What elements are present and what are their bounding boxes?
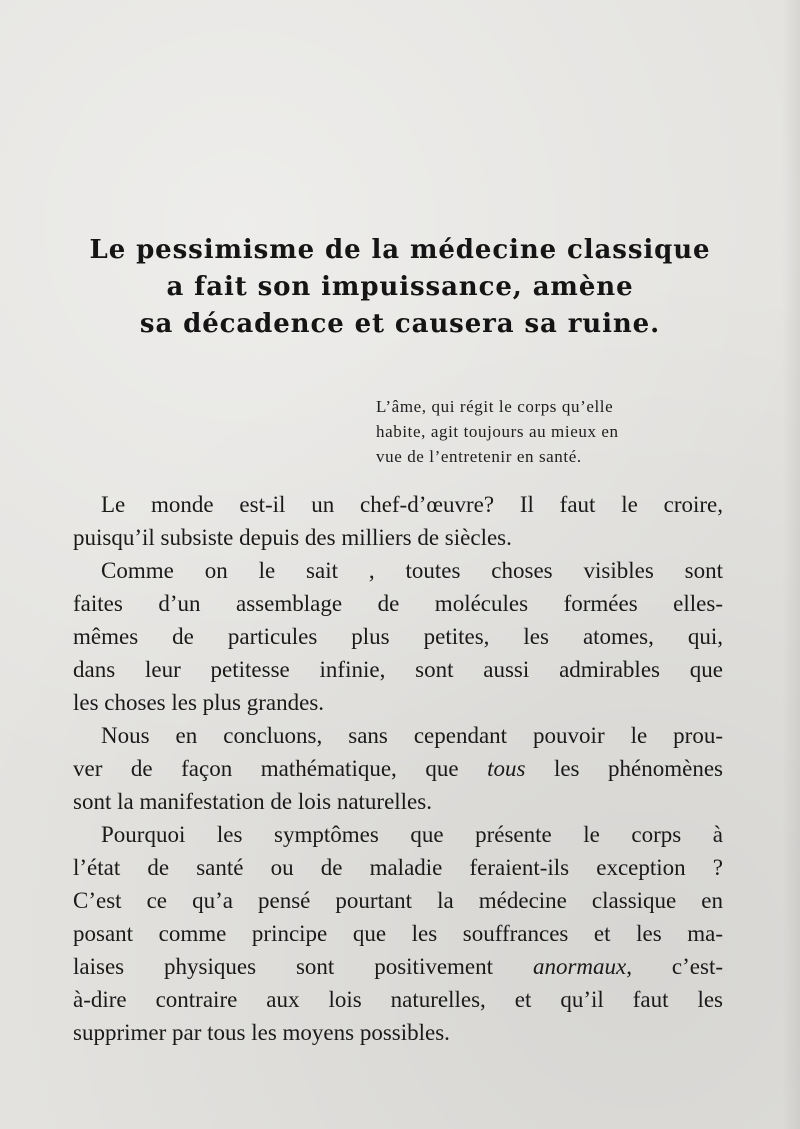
text-line: Nous en concluons, sans cependant pouvoir le prou- xyxy=(101,723,723,748)
text-line: l’état de santé ou de maladie feraient-ils exception ? xyxy=(73,855,723,880)
text-line: supprimer par tous les moyens possibles. xyxy=(73,1020,450,1045)
text-line: Comme on le sait , toutes choses visibles sont xyxy=(101,558,723,583)
text-line: Pourquoi les symptômes que présente le corps à xyxy=(101,822,723,847)
text-line xyxy=(73,752,723,785)
epigraph-line: L’âme, qui régit le corps qu’elle xyxy=(376,397,614,416)
text-line: Le monde est-il un chef-d’œuvre? Il faut le croire, xyxy=(101,492,723,517)
paragraph-4 xyxy=(73,818,723,1049)
italic-word: tous xyxy=(487,756,526,781)
text-line: sont la manifestation de lois naturelles. xyxy=(73,789,432,814)
chapter-title-line: a fait son impuissance, amène xyxy=(166,272,634,302)
text-line: C’est ce qu’a pensé pourtant la médecine classique en xyxy=(73,888,723,913)
text-segment: laises physiques sont positivement xyxy=(73,954,533,979)
paragraph-2 xyxy=(73,554,723,719)
italic-word: anormaux xyxy=(532,954,627,979)
text-segment: les phénomènes xyxy=(525,756,723,781)
paragraph-3 xyxy=(73,719,723,818)
epigraph-line: habite, agit toujours au mieux en xyxy=(376,422,619,441)
text-segment: , c’est- xyxy=(626,954,723,979)
text-segment: ver de façon mathématique, que xyxy=(73,756,488,781)
chapter-title-line: sa décadence et causera sa ruine. xyxy=(139,309,661,339)
text-line: à-dire contraire aux lois naturelles, et qu’il faut les xyxy=(73,987,723,1012)
paragraph-1 xyxy=(73,488,723,554)
chapter-title xyxy=(60,232,740,343)
epigraph xyxy=(376,394,726,469)
body-text xyxy=(73,488,723,1049)
text-line: les choses les plus grandes. xyxy=(73,690,325,715)
text-line xyxy=(73,950,723,983)
chapter-title-line: Le pessimisme de la médecine classique xyxy=(89,235,711,265)
epigraph-line: vue de l’entretenir en santé. xyxy=(376,447,582,466)
text-line: dans leur petitesse infinie, sont aussi admirables que xyxy=(73,657,723,682)
text-line: puisqu’il subsiste depuis des milliers de siècles. xyxy=(73,525,512,550)
text-line: faites d’un assemblage de molécules formées elles- xyxy=(73,591,723,616)
text-line: mêmes de particules plus petites, les atomes, qui, xyxy=(73,624,723,649)
text-line: posant comme principe que les souffrances et les ma- xyxy=(73,921,723,946)
